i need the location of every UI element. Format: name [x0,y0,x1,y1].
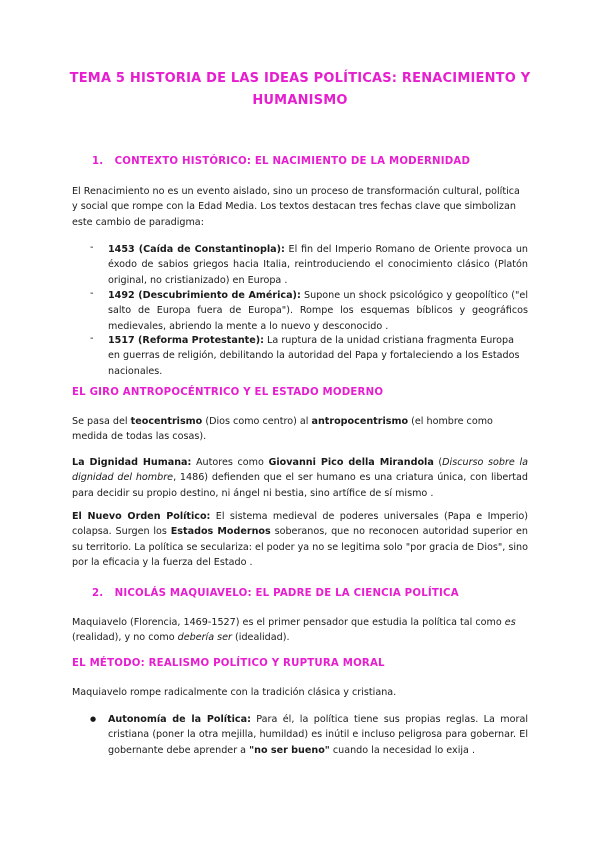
list-item-label: 1492 (Descubrimiento de América): [108,290,301,301]
section-1-heading [92,156,470,167]
bullet-dot-icon: ● [90,715,97,723]
text-run: Para él, la política tiene sus propias reglas. La moral cristiana (poner la otra mejilla, humildad) es inútil e incluso peligrosa para gobernar. El gobernante debe aprender a [108,714,528,756]
list-item-text: El fin del Imperio Romano de Oriente provoca un éxodo de sabios griegos hacia Italia, reintroduciendo el conocimiento clásico (Platón original, no cristianizado) en Europa . [108,244,529,286]
metodo-heading: EL MÉTODO: REALISMO POLÍTICO Y RUPTURA MORAL [72,658,385,669]
list-item-text: Supone un shock psicológico y geopolítico ("el salto de Europa fuera de Europa"). Rompe los esquemas bíblicos y geográficos medievales, abriendo la mente a lo nuevo y desconocido . [108,290,528,332]
work-title: Discurso sobre la dignidad del hombre [72,457,528,484]
text-run: , 1486) defienden que el ser humano es una criatura única, con libertad para decidir su propio destino, ni ángel ni bestia, sino artífice de sí mismo . [72,472,528,499]
section-1-title: CONTEXTO HISTÓRICO: EL NACIMIENTO DE LA MODERNIDAD [114,156,471,167]
list-item-1453 [108,242,528,288]
emphasis-deberia-ser: debería ser [177,632,232,644]
section-1-intro: El Renacimiento no es un evento aislado, sino un proceso de transformación cultural, política y social que rompe con la Edad Media. Los textos destacan tres fechas clave que simbolizan este cambio de paradigma: [72,186,520,228]
giro-paragraph-1 [72,414,528,445]
text-run: (realidad), y no como [72,632,178,644]
list-item-label: Autonomía de la Política: [108,714,251,725]
text-run: soberanos, que no reconocen autoridad superior en su territorio. La política se seculariza: el poder ya no se legitima solo "por gracia de Dios", sino por la eficacia y la fuerza del Estado . [72,526,528,568]
list-bullet: - [90,242,94,253]
section-2-title: NICOLÁS MAQUIAVELO: EL PADRE DE LA CIENCIA POLÍTICA [114,588,459,599]
section-2-number: 2. [92,588,104,599]
section-2-heading [92,588,459,599]
quote-no-ser-bueno: "no ser bueno" [249,744,330,756]
term-antropocentrismo: antropocentrismo [311,416,409,427]
metodo-intro: Maquiavelo rompe radicalmente con la tradición clásica y cristiana. [72,687,397,698]
text-run: (idealidad). [232,632,290,644]
section-2-paragraph [72,615,528,646]
text-run: ( [433,457,443,468]
list-item-autonomia [108,712,528,758]
text-run: (Dios como centro) al [202,416,312,427]
list-item-1492 [108,288,528,334]
text-run: Maquiavelo (Florencia, 1469-1527) es el primer pensador que estudia la política tal como [72,617,505,628]
list-bullet: - [90,333,94,344]
list-bullet: - [90,288,94,299]
term-teocentrismo: teocentrismo [130,416,203,427]
text-run: El sistema medieval de poderes universales (Papa e Imperio) colapsa. Surgen los [72,511,528,538]
text-run: (el hombre como medida de todas las cosas). [72,416,493,443]
list-item-text: La ruptura de la unidad cristiana fragmenta Europa en guerras de religión, debilitando la autoridad del Papa y fortaleciendo a los Estados nacionales. [108,335,520,377]
text-run: cuando la necesidad lo exija . [329,744,476,756]
section-1-number: 1. [92,156,104,167]
list-item-label: 1517 (Reforma Protestante): [108,335,264,346]
text-run: Autores como [191,457,269,468]
paragraph-label: La Dignidad Humana: [72,457,192,468]
giro-paragraph-dignidad [72,455,528,501]
giro-paragraph-orden [72,509,528,570]
author-name: Giovanni Pico della Mirandola [268,457,434,468]
term-estados-modernos: Estados Modernos [170,526,271,538]
text-run: Se pasa del [72,416,131,427]
paragraph-label: El Nuevo Orden Político: [72,511,211,522]
giro-heading: EL GIRO ANTROPOCÉNTRICO Y EL ESTADO MODERNO [72,387,384,398]
list-item-label: 1453 (Caída de Constantinopla): [108,244,285,255]
emphasis-es: es [504,617,516,628]
page-title: TEMA 5 HISTORIA DE LAS IDEAS POLÍTICAS: RENACIMIENTO Y HUMANISMO [69,71,531,108]
list-item-1517 [108,333,528,379]
